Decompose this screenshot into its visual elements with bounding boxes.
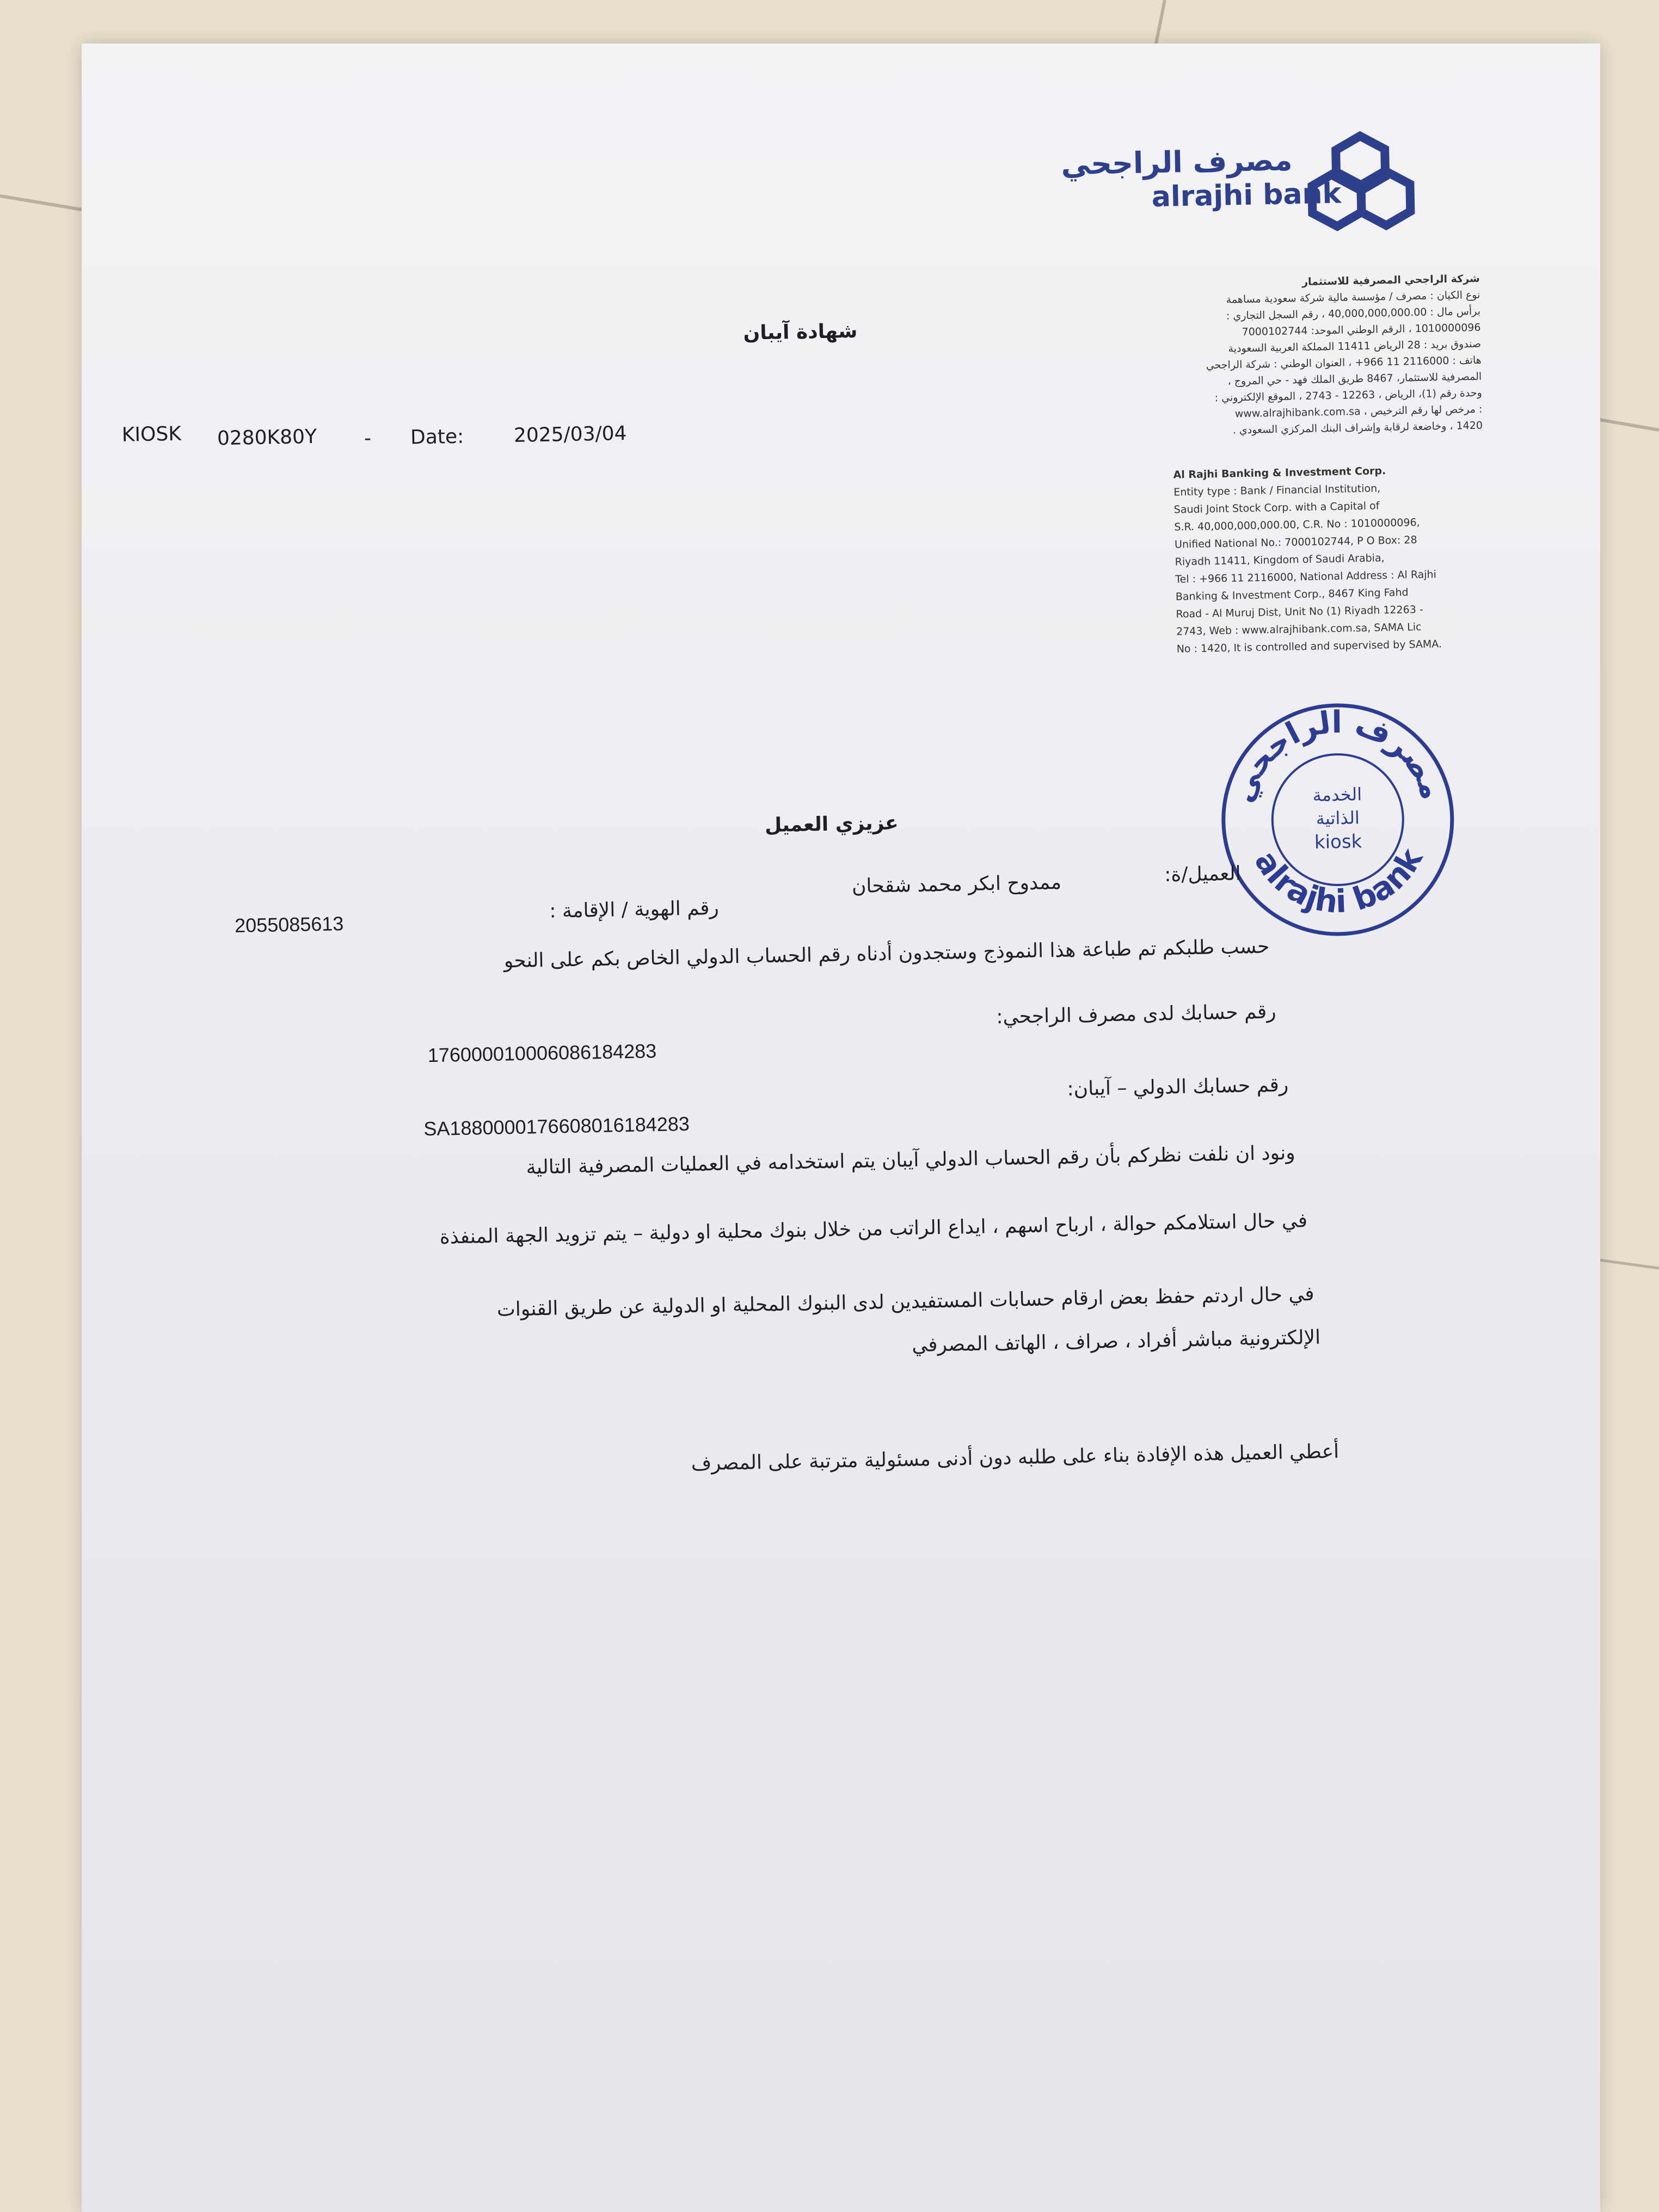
legal-ar-line: المصرفية للاستثمار، 8467 طريق الملك فهد - حي المروج ،	[1227, 370, 1482, 388]
legal-ar-line: وحدة رقم (1)، الرياض ، 12263 - 2743 ، الموقع الإلكتروني :	[1214, 386, 1483, 404]
legal-en-line: Al Rajhi Banking & Investment Corp.	[1173, 465, 1386, 481]
kiosk-id: 0280K80Y	[217, 425, 317, 450]
date-label: Date:	[410, 425, 464, 449]
kiosk-label: KIOSK	[121, 422, 182, 446]
id-label: رقم الهوية / الإقامة :	[549, 896, 720, 923]
usage-item-1: في حال استلامكم حوالة ، ارباح اسهم ، ايداع الراتب من خلال بنوك محلية او دولية – يتم تزويد الجهة المنفذة	[439, 1209, 1308, 1249]
account-value: 176000010006086184283	[427, 1040, 657, 1067]
bank-name-arabic: مصرف الراجحي	[1060, 143, 1293, 182]
legal-en-line: Tel : +966 11 2116000, National Address : Al Rajhi	[1175, 568, 1437, 586]
iban-label: رقم حسابك الدولي – آيبان:	[1067, 1073, 1289, 1101]
bank-name-english: alrajhi bank	[1151, 177, 1342, 214]
disclaimer: أعطي العميل هذه الإفادة بناء على طلبه دون أدنى مسئولية مترتبة على المصرف	[691, 1440, 1340, 1475]
legal-ar-line: شركة الراجحي المصرفية للاستثمار	[1301, 272, 1480, 288]
intro-paragraph: حسب طلبكم تم طباعة هذا النموذج وستجدون أدناه رقم الحساب الدولي الخاص بكم على النحو	[503, 935, 1270, 973]
note-paragraph: ونود ان نلفت نظركم بأن رقم الحساب الدولي آيبان يتم استخدامه في العمليات المصرفية التالية	[526, 1141, 1295, 1179]
legal-en-line: No : 1420, It is controlled and supervised by SAMA.	[1176, 638, 1442, 655]
legal-en-line: Riyadh 11411, Kingdom of Saudi Arabia,	[1175, 552, 1385, 568]
legal-en-line: Banking & Investment Corp., 8467 King Fahd	[1175, 586, 1409, 603]
legal-en-line: Road - Al Muruj Dist, Unit No (1) Riyadh 12263 -	[1176, 603, 1423, 620]
legal-en-line: Unified National No.: 7000102744, P O Box: 28	[1174, 534, 1417, 551]
date-value: 2025/03/04	[513, 422, 627, 447]
legal-ar-line: هاتف : 2116000 11 966+ ، العنوان الوطني : شركة الراجحي	[1206, 354, 1482, 372]
id-value: 2055085613	[234, 912, 344, 937]
greeting: عزيزي العميل	[764, 812, 899, 837]
customer-label: العميل/ة:	[1164, 862, 1242, 887]
customer-name: ممدوح ابكر محمد شقحان	[851, 871, 1062, 898]
stamp-line1: الخدمة	[1312, 784, 1362, 806]
kiosk-stamp	[1216, 698, 1460, 942]
legal-ar-line: 1420 ، وخاضعة لرقابة وإشراف البنك المركزي السعودي .	[1232, 419, 1483, 437]
stamp-bottom-text: alrajhi bank	[1247, 842, 1430, 921]
legal-ar-line: صندوق بريد : 28 الرياض 11411 المملكة العربية السعودية	[1228, 337, 1482, 355]
stamp-top-text: مصرف الراجحي	[1224, 704, 1450, 807]
stamp-line2: الذاتية	[1316, 807, 1360, 829]
legal-ar-line: نوع الكيان : مصرف / مؤسسة مالية شركة سعودية مساهمة	[1226, 288, 1480, 306]
legal-ar-line: برأس مال : 40,000,000,000.00 ، رقم السجل التجاري :	[1226, 305, 1481, 322]
document	[82, 14, 1642, 2211]
legal-ar-line: 1010000096 ، الرقم الوطني الموحد: 7000102744	[1242, 321, 1481, 339]
legal-en-line: 2743, Web : www.alrajhibank.com.sa, SAMA Lic	[1176, 620, 1422, 638]
legal-ar-line: www.alrajhibank.com.sa ، مرخص لها رقم الترخيص :	[1234, 403, 1483, 420]
stamp-line3: kiosk	[1314, 831, 1362, 853]
iban-value: SA1880000176608016184283	[423, 1112, 690, 1140]
document-title: شهادة آيبان	[743, 319, 858, 345]
usage-item-2-line2: الإلكترونية مباشر أفراد ، صراف ، الهاتف المصرفي	[911, 1326, 1321, 1357]
meta-dash: -	[364, 427, 372, 450]
legal-en-line: Entity type : Bank / Financial Institution,	[1173, 482, 1381, 499]
legal-en-line: Saudi Joint Stock Corp. with a Capital of	[1173, 500, 1380, 516]
account-label: رقم حسابك لدى مصرف الراجحي:	[996, 1000, 1276, 1029]
usage-item-2-line1: في حال اردتم حفظ بعض ارقام حسابات المستفيدين لدى البنوك المحلية او الدولية عن طريق القنوات	[496, 1282, 1314, 1321]
legal-en-line: S.R. 40,000,000,000.00, C.R. No : 1010000096,	[1174, 516, 1420, 533]
